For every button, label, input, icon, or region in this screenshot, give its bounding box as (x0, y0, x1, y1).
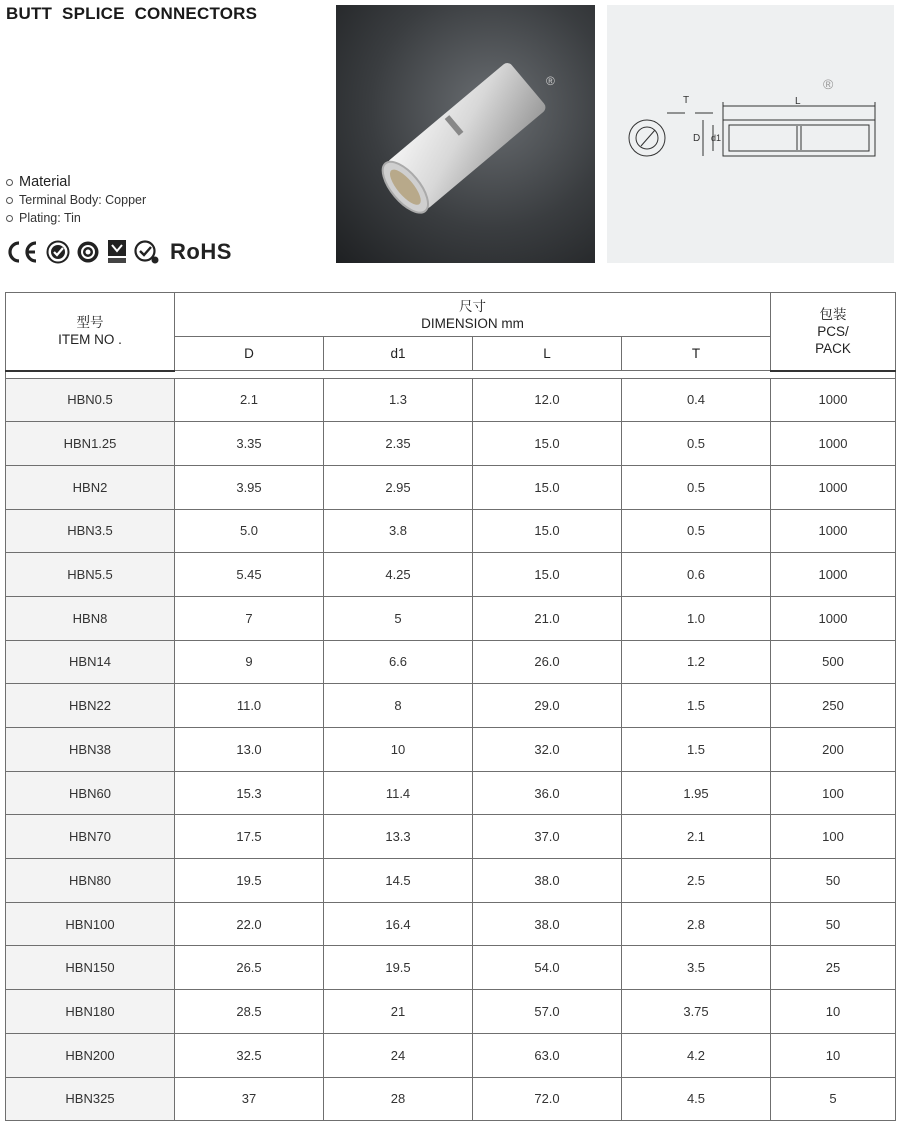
col-header-T: T (622, 337, 771, 371)
cell-d1: 13.3 (324, 815, 473, 859)
cell-pack: 200 (771, 728, 896, 772)
cell-L: 21.0 (473, 596, 622, 640)
cell-d1: 19.5 (324, 946, 473, 990)
table-row (6, 422, 896, 466)
cell-T: 0.5 (622, 422, 771, 466)
cell-D: 26.5 (175, 946, 324, 990)
cell-pack: 1000 (771, 378, 896, 422)
cell-pack: 1000 (771, 422, 896, 466)
cell-d1: 3.8 (324, 509, 473, 553)
cell-T: 1.5 (622, 684, 771, 728)
cell-T: 2.5 (622, 859, 771, 903)
table-row (6, 596, 896, 640)
cell-L: 29.0 (473, 684, 622, 728)
cell-L: 36.0 (473, 771, 622, 815)
cell-item-no: HBN38 (6, 728, 175, 772)
dimension-drawing (607, 5, 894, 263)
material-heading-row (6, 173, 146, 191)
cell-d1: 5 (324, 596, 473, 640)
quality-check-icon (46, 240, 70, 264)
page-title: BUTT SPLICE CONNECTORS (6, 4, 258, 23)
cell-L: 26.0 (473, 640, 622, 684)
cell-d1: 28 (324, 1077, 473, 1121)
cell-T: 0.4 (622, 378, 771, 422)
cell-T: 0.5 (622, 509, 771, 553)
material-item-plating: Plating: Tin (19, 211, 81, 225)
spec-table (5, 292, 896, 1121)
table-row (6, 815, 896, 859)
cell-D: 9 (175, 640, 324, 684)
cell-L: 15.0 (473, 422, 622, 466)
cell-pack: 5 (771, 1077, 896, 1121)
cell-D: 2.1 (175, 378, 324, 422)
dim-label-D: D (693, 133, 701, 144)
table-row (6, 378, 896, 422)
cell-d1: 1.3 (324, 378, 473, 422)
cell-d1: 6.6 (324, 640, 473, 684)
table-body (6, 371, 896, 1121)
iso-badge-icon (106, 239, 128, 265)
cell-item-no: HBN22 (6, 684, 175, 728)
cell-T: 1.0 (622, 596, 771, 640)
material-item (6, 191, 146, 209)
cell-D: 7 (175, 596, 324, 640)
cell-pack: 250 (771, 684, 896, 728)
cell-pack: 100 (771, 815, 896, 859)
bullet-icon (6, 179, 13, 186)
table-row (6, 640, 896, 684)
cell-item-no: HBN8 (6, 596, 175, 640)
cell-pack: 500 (771, 640, 896, 684)
cell-L: 38.0 (473, 902, 622, 946)
cell-D: 13.0 (175, 728, 324, 772)
cell-T: 1.95 (622, 771, 771, 815)
cell-d1: 11.4 (324, 771, 473, 815)
cell-item-no: HBN60 (6, 771, 175, 815)
cell-L: 32.0 (473, 728, 622, 772)
cell-pack: 1000 (771, 465, 896, 509)
cell-T: 3.5 (622, 946, 771, 990)
registered-mark: ® (823, 76, 834, 92)
cell-T: 0.6 (622, 553, 771, 597)
cell-T: 1.5 (622, 728, 771, 772)
cell-D: 22.0 (175, 902, 324, 946)
table-row (6, 728, 896, 772)
material-item (6, 209, 146, 227)
cell-item-no: HBN1.25 (6, 422, 175, 466)
ccc-mark-icon (76, 240, 100, 264)
cell-pack: 10 (771, 990, 896, 1034)
cell-pack: 1000 (771, 553, 896, 597)
cell-D: 5.45 (175, 553, 324, 597)
cell-L: 15.0 (473, 509, 622, 553)
table-row (6, 771, 896, 815)
bullet-icon (6, 197, 13, 204)
cell-L: 15.0 (473, 465, 622, 509)
cell-item-no: HBN3.5 (6, 509, 175, 553)
cell-D: 3.95 (175, 465, 324, 509)
table-row (6, 902, 896, 946)
col-header-L: L (473, 337, 622, 371)
cell-item-no: HBN325 (6, 1077, 175, 1121)
cell-L: 57.0 (473, 990, 622, 1034)
cell-D: 28.5 (175, 990, 324, 1034)
material-heading: Material (19, 174, 71, 190)
cell-pack: 1000 (771, 509, 896, 553)
certification-logos (6, 236, 232, 268)
rohs-label: RoHS (170, 239, 232, 264)
cell-T: 1.2 (622, 640, 771, 684)
cell-L: 54.0 (473, 946, 622, 990)
cell-item-no: HBN0.5 (6, 378, 175, 422)
cell-d1: 2.35 (324, 422, 473, 466)
butt-splice-photo (336, 5, 595, 263)
cell-pack: 25 (771, 946, 896, 990)
pack-header: 包装 PCS/ PACK (771, 293, 896, 371)
dim-label-T: T (683, 95, 690, 106)
cell-item-no: HBN14 (6, 640, 175, 684)
table-row (6, 684, 896, 728)
cell-D: 17.5 (175, 815, 324, 859)
cell-L: 38.0 (473, 859, 622, 903)
cell-T: 4.5 (622, 1077, 771, 1121)
cell-pack: 50 (771, 902, 896, 946)
svg-text:®: ® (546, 74, 555, 88)
cell-item-no: HBN2 (6, 465, 175, 509)
cell-L: 37.0 (473, 815, 622, 859)
table-row (6, 509, 896, 553)
dim-label-d1: d1 (711, 133, 722, 143)
table-row (6, 1033, 896, 1077)
cell-d1: 4.25 (324, 553, 473, 597)
cell-T: 2.1 (622, 815, 771, 859)
cell-T: 0.5 (622, 465, 771, 509)
bullet-icon (6, 215, 13, 222)
cell-D: 32.5 (175, 1033, 324, 1077)
table-row (6, 859, 896, 903)
cell-d1: 24 (324, 1033, 473, 1077)
cell-T: 2.8 (622, 902, 771, 946)
cell-D: 15.3 (175, 771, 324, 815)
cell-D: 19.5 (175, 859, 324, 903)
cell-pack: 10 (771, 1033, 896, 1077)
cell-D: 3.35 (175, 422, 324, 466)
cell-T: 4.2 (622, 1033, 771, 1077)
material-item-body: Terminal Body: Copper (19, 193, 147, 207)
cell-D: 11.0 (175, 684, 324, 728)
item-no-header: 型号 ITEM NO . (6, 293, 175, 371)
cell-item-no: HBN200 (6, 1033, 175, 1077)
product-photo (336, 5, 595, 263)
cell-item-no: HBN80 (6, 859, 175, 903)
cell-d1: 16.4 (324, 902, 473, 946)
sgs-badge-icon (134, 240, 160, 264)
cell-item-no: HBN150 (6, 946, 175, 990)
cell-L: 15.0 (473, 553, 622, 597)
cell-d1: 14.5 (324, 859, 473, 903)
cell-L: 72.0 (473, 1077, 622, 1121)
cell-item-no: HBN180 (6, 990, 175, 1034)
col-header-D: D (175, 337, 324, 371)
table-row (6, 990, 896, 1034)
cell-d1: 8 (324, 684, 473, 728)
cell-d1: 2.95 (324, 465, 473, 509)
cell-pack: 1000 (771, 596, 896, 640)
cell-D: 37 (175, 1077, 324, 1121)
cell-T: 3.75 (622, 990, 771, 1034)
cell-d1: 10 (324, 728, 473, 772)
cell-d1: 21 (324, 990, 473, 1034)
technical-drawing-icon (607, 5, 894, 263)
material-list (6, 173, 146, 227)
dim-label-L: L (795, 96, 801, 107)
dimension-header: 尺寸 DIMENSION mm (175, 293, 771, 337)
col-header-d1: d1 (324, 337, 473, 371)
cell-L: 63.0 (473, 1033, 622, 1077)
cell-item-no: HBN5.5 (6, 553, 175, 597)
cell-L: 12.0 (473, 378, 622, 422)
cell-D: 5.0 (175, 509, 324, 553)
cell-item-no: HBN70 (6, 815, 175, 859)
table-row (6, 1077, 896, 1121)
cell-item-no: HBN100 (6, 902, 175, 946)
table-row (6, 465, 896, 509)
table-row (6, 946, 896, 990)
cell-pack: 50 (771, 859, 896, 903)
table-row (6, 553, 896, 597)
ce-mark-icon (6, 240, 40, 264)
cell-pack: 100 (771, 771, 896, 815)
